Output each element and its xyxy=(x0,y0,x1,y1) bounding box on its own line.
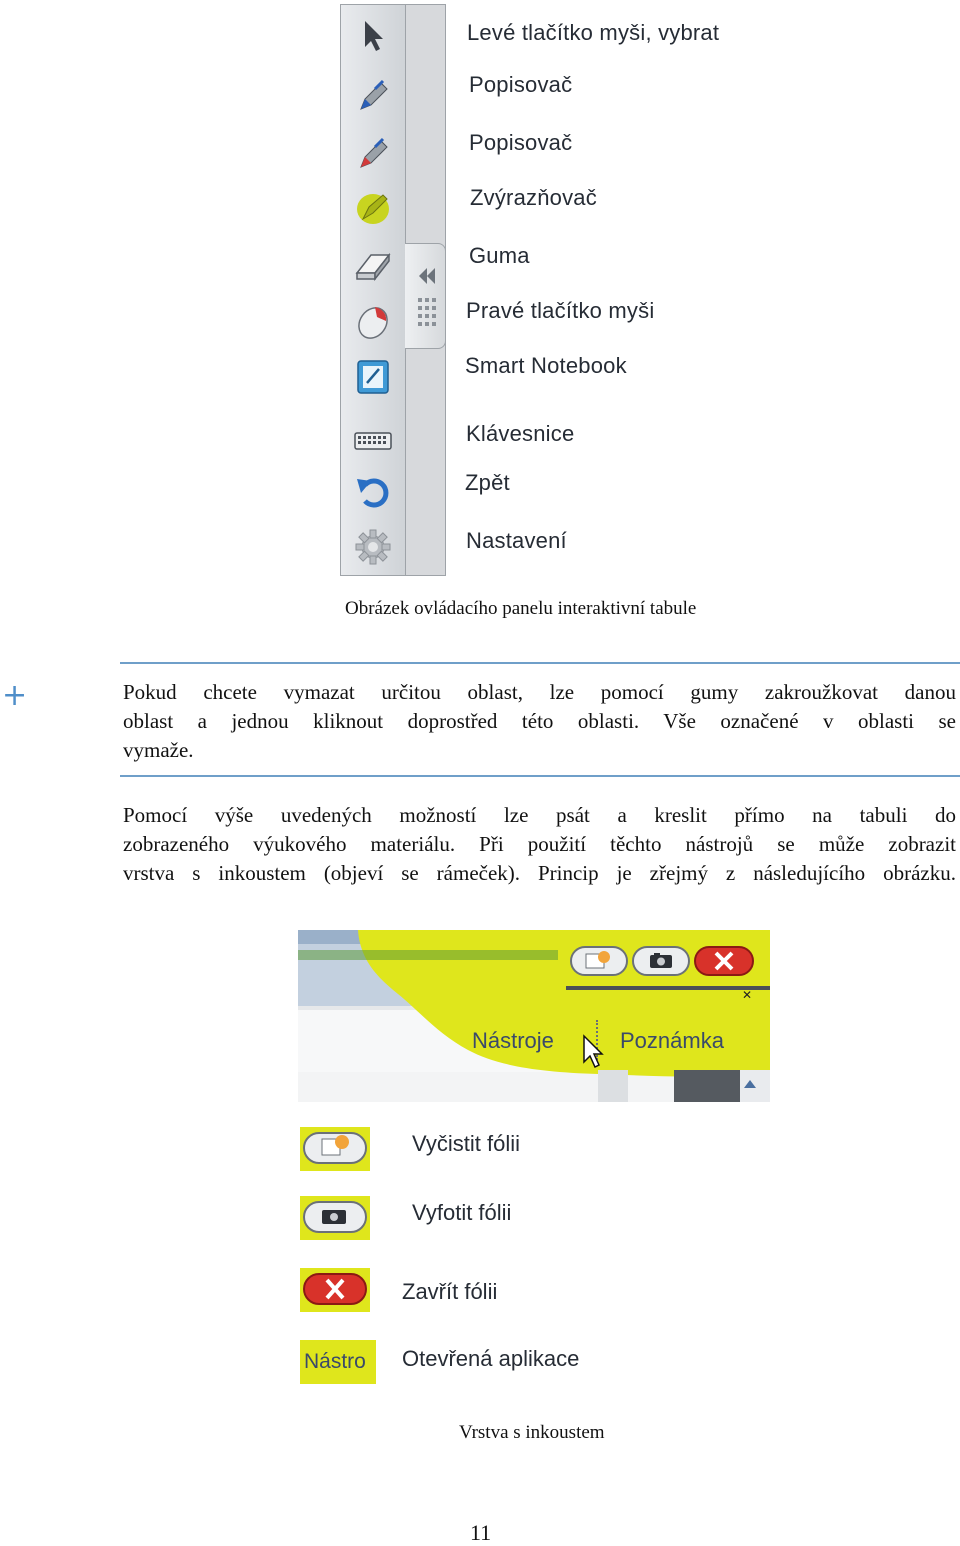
undo-icon[interactable] xyxy=(353,471,393,511)
pointer-arrow-icon[interactable] xyxy=(353,15,393,55)
toolbar-label-highlighter: Zvýrazňovač xyxy=(470,185,597,210)
toolbar-collapse-handle[interactable] xyxy=(405,243,446,349)
clear-sheet-icon xyxy=(572,948,626,974)
legend-label-photo: Vyfotit fólii xyxy=(412,1200,512,1225)
note-top-rule xyxy=(120,662,960,664)
note-menu[interactable]: Poznámka xyxy=(620,1028,724,1053)
cursor-arrow-icon xyxy=(582,1034,606,1070)
ink-figure-caption: Vrstva s inkoustem xyxy=(459,1422,605,1443)
body-line: vrstva s inkoustem (objeví se rámeček). Princip je zřejmý z následujícího obrázku. xyxy=(123,861,956,885)
toolbar-label-select: Levé tlačítko myši, vybrat xyxy=(467,20,720,45)
camera-icon xyxy=(634,948,688,974)
legend-label-close: Zavřít fólii xyxy=(402,1279,498,1304)
close-sheet-button[interactable] xyxy=(694,946,754,976)
pen-red-icon[interactable] xyxy=(353,133,393,173)
eraser-icon[interactable] xyxy=(353,245,393,285)
legend-camera xyxy=(300,1196,370,1240)
keyboard-icon[interactable] xyxy=(353,421,393,461)
legend-label-open-app: Otevřená aplikace xyxy=(402,1346,580,1371)
ink-layer-screenshot xyxy=(298,930,770,1102)
note-line: vymaže. xyxy=(123,738,194,762)
toolbar-label-settings: Nastavení xyxy=(466,528,567,553)
toolbar-label-eraser: Guma xyxy=(469,243,530,268)
clear-sheet-button[interactable] xyxy=(570,946,628,976)
toolbar-label-keyboard: Klávesnice xyxy=(466,421,575,446)
legend-close xyxy=(300,1268,370,1312)
note-paragraph xyxy=(123,678,956,765)
camera-button[interactable] xyxy=(632,946,690,976)
camera-icon xyxy=(300,1196,370,1240)
plus-icon: + xyxy=(2,678,28,713)
highlighter-icon[interactable] xyxy=(353,187,393,227)
smart-toolbar xyxy=(340,4,446,576)
legend-label-clear: Vyčistit fólii xyxy=(412,1131,520,1156)
mouse-right-button-icon[interactable] xyxy=(353,301,393,341)
page-number: 11 xyxy=(470,1520,492,1545)
close-icon xyxy=(696,948,752,974)
toolbar-label-pen-1: Popisovač xyxy=(469,72,573,97)
body-paragraph xyxy=(123,801,956,888)
note-line: oblast a jednou kliknout doprostřed této oblasti. Vše označené v oblasti se xyxy=(123,709,956,733)
toolbar-label-undo: Zpět xyxy=(465,470,510,495)
note-line: Pokud chcete vymazat určitou oblast, lze pomocí gumy zakroužkovat danou xyxy=(123,680,956,704)
legend-open-app xyxy=(300,1340,376,1384)
tools-menu[interactable]: Nástroje xyxy=(472,1028,554,1053)
gear-icon[interactable] xyxy=(353,527,393,567)
legend-clear-sheet xyxy=(300,1127,370,1171)
body-line: zobrazeného výukového materiálu. Při použití těchto nástrojů se může zobrazit xyxy=(123,832,956,856)
toolbar-label-notebook: Smart Notebook xyxy=(465,353,627,378)
toolbar-label-pen-2: Popisovač xyxy=(469,130,573,155)
toolbar-label-right-click: Pravé tlačítko myši xyxy=(466,298,655,323)
legend-tools-snippet: Nástro xyxy=(304,1350,366,1373)
note-bottom-rule xyxy=(120,775,960,777)
clear-sheet-icon xyxy=(300,1127,370,1171)
body-line: Pomocí výše uvedených možností lze psát a kreslit přímo na tabuli do xyxy=(123,803,956,827)
small-close-icon[interactable]: ✕ xyxy=(742,988,753,1002)
toolbar-figure-caption: Obrázek ovládacího panelu interaktivní tabule xyxy=(345,598,697,619)
close-icon xyxy=(300,1268,370,1312)
pen-blue-icon[interactable] xyxy=(353,75,393,115)
notebook-icon[interactable] xyxy=(353,357,393,397)
